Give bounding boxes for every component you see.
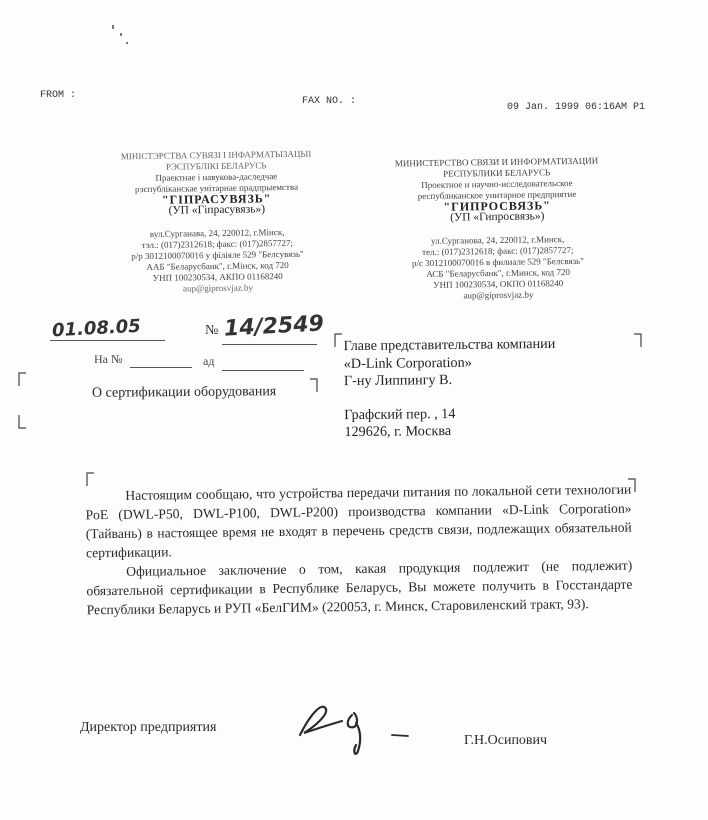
body-paragraph: Официальное заключение о том, какая продукция подлежит (не подлежит) обязательной сертификации в Республике Беларусь, Вы можете получить в Госстандарте Республики Беларусь и РУП «БелГИМ» (220053, г. Минск, Старовиленский тракт, 93). [86,557,633,618]
scan-speck [120,33,122,36]
org-short-name: (УП «Гипросвязь») [450,210,545,224]
recipient-company: «D-Link Corporation» [343,354,472,372]
recipient-block [343,336,556,442]
org-tax-id: УНП 100230534, ОКПО 01168240 [433,278,564,290]
scan-speck [126,42,128,44]
org-address: вул.Сурганава, 24, 220012, г.Мінск, [149,227,285,239]
republic-name: РЕСПУБЛИКИ БЕЛАРУСЬ [443,167,551,179]
org-email: aup@giprosvjaz.by [182,282,254,294]
signatory-name: Г.Н.Осипович [464,733,548,748]
fax-number-label: FAX NO. : [302,96,357,107]
org-phone: тел.: (017)2312618; факс: (017)2857727; [422,244,574,258]
org-email: aup@giprosvjaz.by [463,289,534,301]
org-address: ул.Сурганова, 24, 220012, г.Минск, [430,234,565,246]
corner-mark-top-left [334,333,342,347]
reference-date-label: ад [203,354,215,368]
reference-number-line [130,367,192,368]
letter-subject: О сертификации оборудования [91,384,277,401]
org-account: р/с 3012100070016 в филиале 529 "Белсвязь" [411,255,584,269]
outgoing-date: 01.08.05 [51,315,142,342]
fax-from-label: FROM : [40,90,77,101]
corner-mark-top-right [310,378,318,392]
recipient-name: Г-ну Липпингу В. [343,371,453,390]
date-underline [50,340,165,341]
org-account: р/р 3012100070016 у філіяле 529 "Белсувязь" [131,248,304,262]
corner-mark-top-left [86,472,94,486]
letterhead-belarusian [91,148,343,295]
ministry-name: МИНИСТЕРСТВО СВЯЗИ И ИНФОРМАТИЗАЦИИ [394,155,599,169]
org-type-line: рэспубліканскае унітарнае прадпрыемства [134,181,299,195]
org-bank: ААБ "Беларусбанк", г.Мінск, код 720 [146,260,289,272]
fax-timestamp: 09 Jan. 1999 06:16AM P1 [507,102,646,113]
outgoing-number: 14/2549 [223,311,325,342]
recipient-city: 129626, г. Москва [344,422,452,441]
recipient-title: Главе представительства компании [343,335,556,355]
letterhead-russian [374,155,621,302]
recipient-street: Графский пер. , 14 [344,405,456,423]
org-tax-id: УНП 100230534, АКПО 01168240 [152,271,283,283]
org-name: "ГИПРОСВЯЗЬ" [443,198,551,214]
ministry-name: МIНIСТЭРСТВА СУВЯЗI I IНФАРМАТЫЗАЦЫI [120,148,312,162]
reference-number-label: На № [94,352,123,366]
org-type-line: Проектное и научно-исследовательское [421,177,573,191]
body-paragraph: Настоящим сообщаю, что устройства передачи питания по локальной сети технологии PoE (DWL-P50, DWL-P100, DWL-P200) производства компании «D-Link Corporation» (Тайвань) в настоящее время не входят в перечень средств связи, подлежащих обязательной сертификации. [85,481,632,561]
corner-mark-top-left [18,372,26,386]
letter-body [85,480,633,620]
republic-name: РЭСПУБЛIКI БЕЛАРУСЬ [165,160,267,172]
corner-mark-bottom-left [18,415,26,429]
number-underline [222,344,317,345]
signature-image [292,695,422,765]
corner-mark-top-right [634,333,642,347]
org-short-name: (УП «Гiпрасувязь») [168,203,266,217]
outgoing-number-label: № [205,323,219,338]
org-bank: АСБ "Беларусбанк", г.Минск, код 720 [426,266,570,279]
reference-date-line [222,370,304,371]
org-name: "ГIПРАСУВЯЗЬ" [161,191,272,207]
org-type-line: Праектнае і навукова-даследчае [155,171,278,183]
org-phone: тэл.: (017)2312618; факс: (017)2857727; [141,237,294,251]
scan-speck [112,25,114,29]
org-type-line: республиканское унитарное предприятие [417,188,577,202]
signatory-position: Директор предприятия [80,720,217,735]
